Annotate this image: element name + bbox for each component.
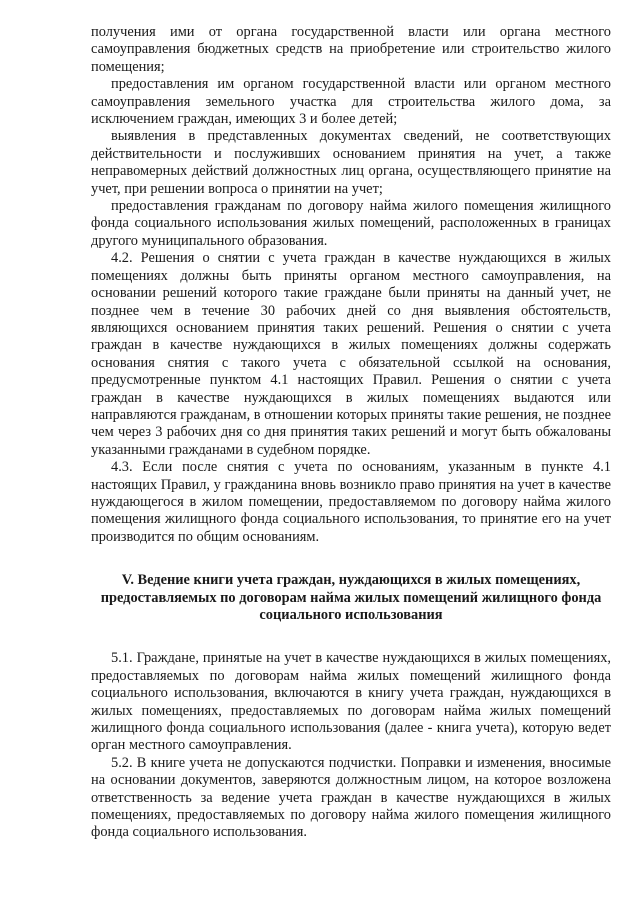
document-page [91,24,611,842]
section-heading [91,572,611,624]
section-heading-line-2: предоставляемых по договорам найма жилых помещений жилищного фонда [100,589,602,606]
paragraph-grounds-budget-funds: получения ими от органа государственной власти или органа местного самоуправления бюджетных средств на приобретение или строительство жилого помещения; [91,24,611,75]
section-heading-line-3: социального использования [259,607,443,623]
paragraph-grounds-false-information: выявления в представленных документах сведений, не соответствующих действительности и послуживших основанием принятия на учет, а также неправомерных действий должностных лиц органа, осуществляющего принятие на учет, при решении вопроса о принятии на учет; [91,128,611,197]
paragraph-grounds-other-municipality: предоставления гражданам по договору найма жилого помещения жилищного фонда социального использования жилых помещений, расположенных в границах другого муниципального образования. [91,198,611,249]
paragraph-5-1: 5.1. Граждане, принятые на учет в качестве нуждающихся в жилых помещениях, предоставляемых по договорам найма жилых помещений жилищного фонда социального использования, включаются в книгу учета граждан, нуждающихся в жилых помещениях, предоставляемых по договорам найма жилых помещений жилищного фонда социального использования (далее - книга учета), которую ведет орган местного самоуправления. [91,650,611,754]
paragraph-4-2: 4.2. Решения о снятии с учета граждан в качестве нуждающихся в жилых помещениях должны быть приняты органом местного самоуправления, на основании решений которого такие граждане были приняты на данный учет, не позднее чем в течение 30 рабочих дней со дня выявления обстоятельств, являющихся основанием принятия таких решений. Решения о снятии с учета граждан в качестве нуждающихся в жилых помещениях должны содержать основания снятия с такого учета с обязательной ссылкой на основания, предусмотренные пунктом 4.1 настоящих Правил. Решения о снятии с учета граждан в качестве нуждающихся в жилых помещениях выдаются или направляются гражданам, в отношении которых приняты такие решения, не позднее чем через 3 рабочих дня со дня принятия таких решений и могут быть обжалованы указанными гражданами в судебном порядке. [91,250,611,458]
paragraph-5-2: 5.2. В книге учета не допускаются подчистки. Поправки и изменения, вносимые на основании документов, заверяются должностным лицом, на которое возложена ответственность за ведение учета граждан в качестве нуждающихся в жилых помещениях, предоставляемых по договору найма жилого помещения жилищного фонда социального использования. [91,754,611,841]
section-heading-line-1: V. Ведение книги учета граждан, нуждающихся в жилых помещениях, [121,572,581,589]
paragraph-grounds-land-plot: предоставления им органом государственной власти или органом местного самоуправления земельного участка для строительства жилого дома, за исключением граждан, имеющих 3 и более детей; [91,76,611,128]
paragraph-4-3: 4.3. Если после снятия с учета по основаниям, указанным в пункте 4.1 настоящих Правил, у гражданина вновь возникло право принятия на учет в качестве нуждающегося в жилом помещении, предоставляемом по договору найма жилого помещения жилищного фонда социального использования, то принятие его на учет производится по общим основаниям. [91,459,611,545]
